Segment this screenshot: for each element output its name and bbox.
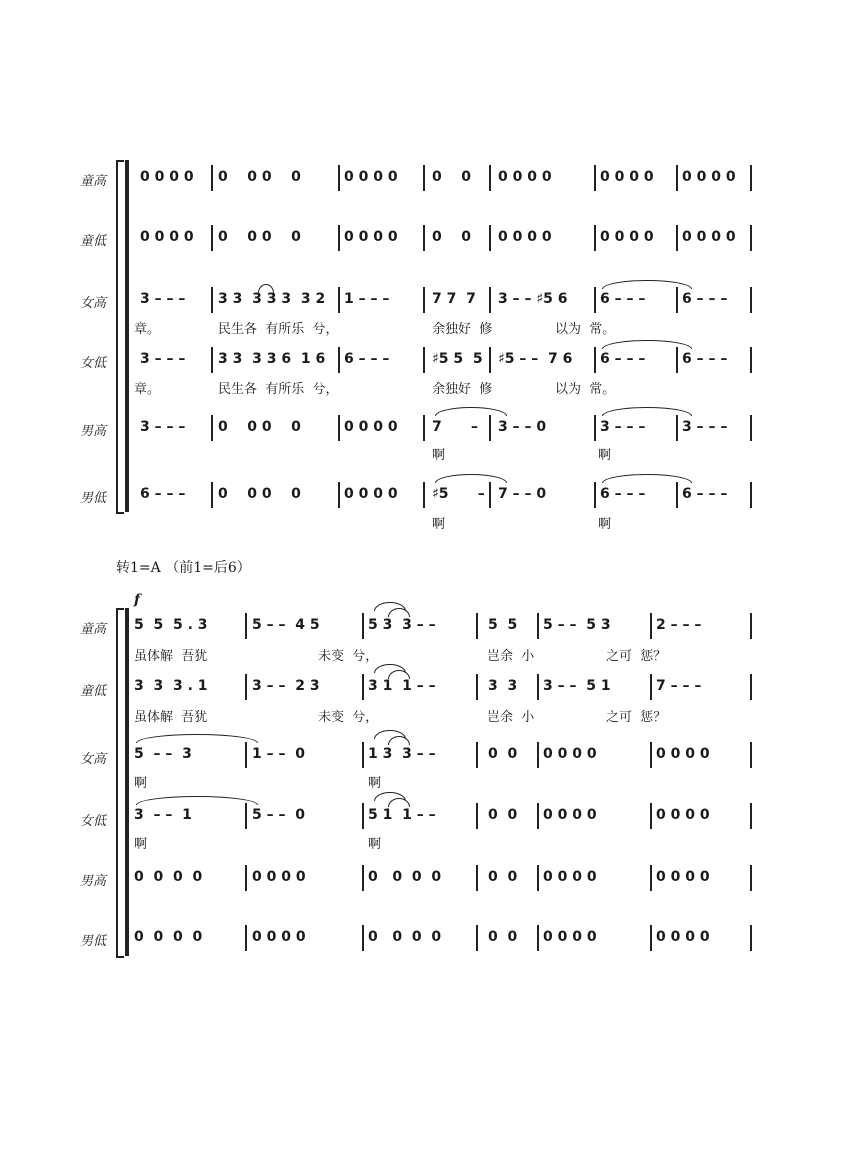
barline: [537, 674, 539, 700]
measure-notes: 5 5 5 . 3: [134, 617, 208, 633]
lyric: 啊: [368, 837, 382, 852]
measure-notes: 7 – – –: [656, 678, 702, 694]
measure-notes: 0 0 0 0: [600, 229, 654, 245]
measure-notes: 5 – – 4 5: [252, 617, 320, 633]
measure-notes: 3 – – –: [140, 351, 186, 367]
measure-notes: 3 1 1 – –: [368, 678, 436, 694]
lyric: 余独好 修: [432, 382, 493, 397]
measure-notes: 6 – – –: [140, 486, 186, 502]
slur: [388, 608, 410, 617]
measure-notes: 6 – – –: [600, 291, 646, 307]
barline: [650, 613, 652, 639]
system-bracket: [116, 608, 124, 958]
measure-notes: 6 – – –: [682, 351, 728, 367]
lyric: 虽体解 吾犹: [134, 710, 208, 725]
measure-notes: 3 3 3 3 6 1 6: [218, 351, 326, 367]
measure-notes: 0 0 0 0: [656, 746, 710, 762]
barline: [750, 742, 752, 768]
lyric: 之可 惩？: [606, 710, 667, 725]
part-label: 男低: [79, 491, 106, 506]
measure-notes: 0 0 0 0: [543, 807, 597, 823]
barline: [750, 613, 752, 639]
part-label: 童低: [79, 234, 106, 249]
key-change: 转1=A （前1=后6）: [116, 560, 251, 576]
barline: [750, 803, 752, 829]
lyric: 啊: [134, 776, 148, 791]
barline: [750, 925, 752, 951]
slur: [388, 670, 410, 679]
measure-notes: 6 – – –: [344, 351, 390, 367]
measure-notes: 0 0 0 0: [344, 169, 398, 185]
barline: [650, 674, 652, 700]
measure-notes: 7 –: [432, 419, 478, 435]
measure-notes: 0 0 0 0: [218, 229, 301, 245]
measure-notes: 3 – – –: [140, 291, 186, 307]
lyric: 未变 兮，: [318, 649, 379, 664]
lyric: 未变 兮，: [318, 710, 379, 725]
measure-notes: 0 0 0 0: [134, 869, 203, 885]
measure-notes: 3 3 3 . 1: [134, 678, 208, 694]
measure-notes: 0 0: [488, 869, 518, 885]
measure-notes: 0 0 0 0: [368, 869, 442, 885]
lyric: 岂余 小: [487, 710, 535, 725]
measure-notes: 0 0 0 0: [140, 229, 194, 245]
measure-notes: 3 – – 0: [498, 419, 547, 435]
measure-notes: 3 – – –: [600, 419, 646, 435]
barline: [750, 865, 752, 891]
measure-notes: 3 – – 2 3: [252, 678, 320, 694]
measure-notes: 0 0 0 0: [252, 869, 306, 885]
measure-notes: 5 – – 3: [134, 746, 192, 762]
part-label: 女高: [79, 752, 106, 767]
measure-notes: 0 0: [432, 229, 471, 245]
barline: [476, 865, 478, 891]
measure-notes: 0 0 0 0: [252, 929, 306, 945]
barline: [650, 742, 652, 768]
measure-notes: 5 – – 5 3: [543, 617, 611, 633]
measure-notes: 0 0 0 0: [682, 229, 736, 245]
measure-notes: 2 – – –: [656, 617, 702, 633]
measure-notes: 0 0 0 0: [543, 929, 597, 945]
barline: [476, 925, 478, 951]
measure-notes: ♯5 5 5: [432, 351, 483, 367]
measure-notes: 0 0 0 0: [344, 486, 398, 502]
barline: [537, 865, 539, 891]
part-label: 男低: [79, 934, 106, 949]
measure-notes: 0 0: [488, 746, 518, 762]
slur: [136, 734, 258, 743]
slur: [388, 798, 410, 807]
barline: [537, 742, 539, 768]
part-label: 童高: [79, 174, 106, 189]
measure-notes: 3 – – –: [682, 419, 728, 435]
barline: [245, 613, 247, 639]
slur: [388, 736, 410, 745]
measure-notes: 3 – – 1: [134, 807, 192, 823]
measure-notes: 0 0 0 0: [140, 169, 194, 185]
measure-notes: 1 – – –: [344, 291, 390, 307]
barline: [750, 674, 752, 700]
barline: [245, 925, 247, 951]
measure-notes: 0 0 0 0: [656, 869, 710, 885]
measure-notes: 0 0 0 0: [134, 929, 203, 945]
measure-notes: 0 0 0 0: [543, 869, 597, 885]
barline: [650, 925, 652, 951]
measure-notes: 0 0 0 0: [498, 229, 552, 245]
slur: [136, 796, 258, 805]
measure-notes: 0 0 0 0: [344, 229, 398, 245]
barline: [362, 742, 364, 768]
lyric: 章。: [134, 322, 161, 337]
part-label: 女高: [79, 296, 106, 311]
lyric: 民生各 有所乐 兮，: [218, 322, 339, 337]
barline: [650, 803, 652, 829]
measure-notes: 0 0 0 0: [344, 419, 398, 435]
measure-notes: 0 0 0 0: [368, 929, 442, 945]
barline: [650, 865, 652, 891]
measure-notes: 6 – – –: [682, 486, 728, 502]
lyric: 章。: [134, 382, 161, 397]
barline: [476, 674, 478, 700]
measure-notes: 0 0 0 0: [218, 486, 301, 502]
measure-notes: 6 – – –: [600, 351, 646, 367]
barline: [476, 613, 478, 639]
system-bar: [125, 608, 129, 956]
measure-notes: 3 – – –: [140, 419, 186, 435]
measure-notes: 0 0 0 0: [600, 169, 654, 185]
measure-notes: 0 0 0 0: [498, 169, 552, 185]
measure-notes: 3 – – ♯5 6: [498, 291, 568, 307]
measure-notes: 3 3: [488, 678, 518, 694]
measure-notes: ♯5 – – 7 6: [498, 351, 573, 367]
lyric: 民生各 有所乐 兮，: [218, 382, 339, 397]
measure-notes: 5 – – 0: [252, 807, 305, 823]
barline: [476, 742, 478, 768]
barline: [537, 613, 539, 639]
part-label: 童低: [79, 684, 106, 699]
lyric: 啊: [432, 517, 446, 532]
barline: [362, 865, 364, 891]
barline: [537, 925, 539, 951]
lyric: 啊: [368, 776, 382, 791]
measure-notes: 5 1 1 – –: [368, 807, 436, 823]
measure-notes: 0 0 0 0: [656, 929, 710, 945]
measure-notes: 5 3 3 – –: [368, 617, 436, 633]
measure-notes: 0 0 0 0: [218, 419, 301, 435]
part-label: 童高: [79, 622, 106, 637]
barline: [362, 613, 364, 639]
barline: [537, 803, 539, 829]
lyric: 之可 惩？: [606, 649, 667, 664]
lyric: 啊: [598, 517, 612, 532]
lyric: 虽体解 吾犹: [134, 649, 208, 664]
part-label: 女低: [79, 814, 106, 829]
measure-notes: 0 0 0 0: [656, 807, 710, 823]
barline: [245, 865, 247, 891]
measure-notes: 0 0: [432, 169, 471, 185]
measure-notes: 7 7 7: [432, 291, 476, 307]
lyric: 以为 常。: [555, 322, 616, 337]
measure-notes: ♯5 –: [432, 486, 485, 502]
lyric: 岂余 小: [487, 649, 535, 664]
barline: [362, 803, 364, 829]
measure-notes: 0 0: [488, 807, 518, 823]
barline: [245, 803, 247, 829]
measure-notes: 1 – – 0: [252, 746, 305, 762]
lyric: 以为 常。: [555, 382, 616, 397]
barline: [245, 674, 247, 700]
measure-notes: 3 – – 5 1: [543, 678, 611, 694]
measure-notes: 5 5: [488, 617, 518, 633]
measure-notes: 0 0 0 0: [543, 746, 597, 762]
part-label: 男高: [79, 424, 106, 439]
measure-notes: 3 3 3 3 3 3 2: [218, 291, 326, 307]
lyric: 余独好 修: [432, 322, 493, 337]
measure-notes: 0 0 0 0: [218, 169, 301, 185]
barline: [362, 925, 364, 951]
measure-notes: 0 0: [488, 929, 518, 945]
part-label: 男高: [79, 874, 106, 889]
measure-notes: 6 – – –: [600, 486, 646, 502]
barline: [476, 803, 478, 829]
measure-notes: 6 – – –: [682, 291, 728, 307]
measure-notes: 0 0 0 0: [682, 169, 736, 185]
measure-notes: 1 3 3 – –: [368, 746, 436, 762]
lyric: 啊: [432, 448, 446, 463]
barline: [362, 674, 364, 700]
measure-notes: 7 – – 0: [498, 486, 547, 502]
barline: [245, 742, 247, 768]
dynamic-mark: f: [134, 592, 141, 608]
part-label: 女低: [79, 356, 106, 371]
lyric: 啊: [598, 448, 612, 463]
lyric: 啊: [134, 837, 148, 852]
